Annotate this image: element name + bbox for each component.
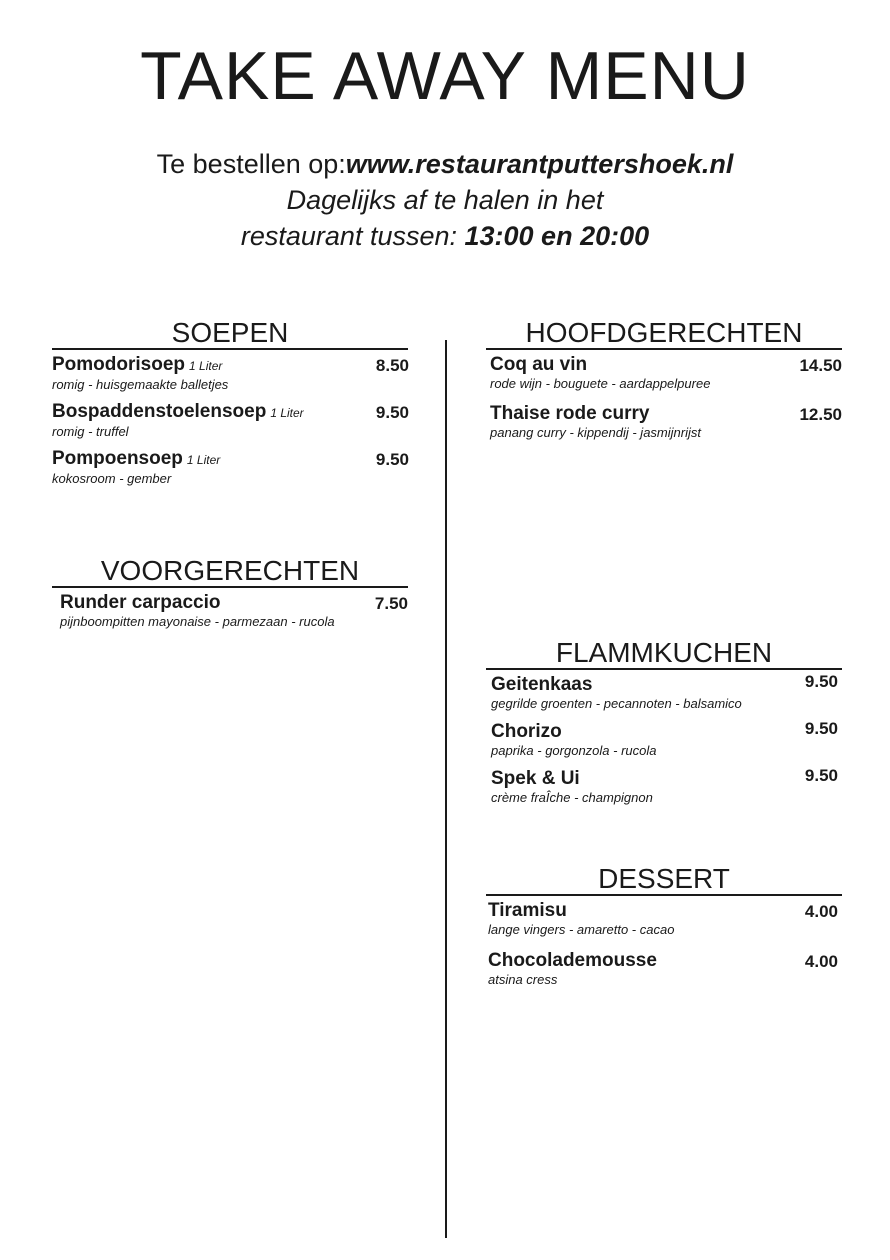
item-price: 8.50 [375, 356, 409, 375]
section-soepen [52, 318, 408, 495]
menu-item [52, 401, 408, 439]
item-name: Runder carpaccio [60, 592, 221, 613]
item-name: Chocolademousse [488, 950, 657, 971]
order-line [0, 146, 890, 182]
item-price: 4.00 [804, 902, 838, 921]
item-name: Thaise rode curry [490, 403, 650, 424]
item-price: 9.50 [804, 672, 838, 691]
item-description: rode wijn - bouguete - aardappelpuree [490, 376, 711, 391]
section-hoofdgerechten [486, 318, 842, 452]
item-description: gegrilde groenten - pecannoten - balsamico [491, 696, 742, 711]
item-price: 9.50 [804, 719, 838, 738]
item-name: Geitenkaas [491, 674, 593, 695]
item-size: 1 Liter [186, 453, 221, 467]
section-title: SOEPEN [52, 318, 408, 350]
menu-item [486, 354, 842, 391]
section-title: DESSERT [486, 864, 842, 896]
section-title: VOORGERECHTEN [52, 556, 408, 588]
menu-item [486, 403, 842, 440]
item-price: 9.50 [804, 766, 838, 785]
pickup-line-1: Dagelijks af te halen in het [286, 185, 604, 215]
item-description: atsina cress [488, 972, 558, 987]
item-description: romig - huisgemaakte balletjes [52, 377, 229, 392]
item-description: pijnboompitten mayonaise - parmezaan - rucola [60, 614, 335, 629]
item-name: Pompoensoep [52, 448, 183, 469]
item-size: 1 Liter [270, 406, 304, 420]
item-description: kokosroom - gember [52, 471, 172, 486]
section-title: HOOFDGERECHTEN [486, 318, 842, 350]
item-name: Spek & Ui [491, 768, 580, 789]
item-price: 9.50 [375, 450, 409, 469]
item-price: 7.50 [374, 594, 408, 613]
item-price: 14.50 [799, 356, 842, 375]
pickup-line-2 [0, 218, 890, 254]
section-voorgerechten [52, 556, 408, 638]
menu-item [52, 354, 408, 392]
item-price: 12.50 [799, 405, 842, 424]
section-dessert [486, 864, 842, 1000]
menu-item [486, 900, 842, 937]
menu-item [486, 721, 842, 758]
menu-item [52, 592, 408, 629]
item-name: Coq au vin [490, 354, 588, 375]
pickup-times: 13:00 en 20:00 [464, 221, 650, 251]
menu-item [486, 950, 842, 987]
item-name: Bospaddenstoelensoep [52, 401, 267, 422]
section-flammkuchen [486, 638, 842, 815]
menu-item [486, 768, 842, 805]
pickup-prefix: restaurant tussen: [240, 221, 465, 251]
order-url[interactable]: www.restaurantputtershoek.nl [345, 149, 734, 179]
item-description: panang curry - kippendij - jasmijnrijst [490, 425, 701, 440]
page-title: TAKE AWAY MENU [140, 38, 750, 114]
item-price: 9.50 [375, 403, 409, 422]
item-description: paprika - gorgonzola - rucola [491, 743, 657, 758]
item-name: Chorizo [491, 721, 562, 742]
column-divider [445, 340, 447, 1238]
menu-item [486, 674, 842, 711]
item-description: lange vingers - amaretto - cacao [488, 922, 675, 937]
item-size: 1 Liter [189, 359, 223, 373]
item-description: romig - truffel [52, 424, 129, 439]
item-price: 4.00 [804, 952, 838, 971]
section-title: FLAMMKUCHEN [486, 638, 842, 670]
item-name: Tiramisu [488, 900, 567, 921]
item-description: crème fraÎche - champignon [491, 790, 653, 805]
item-name: Pomodorisoep [52, 354, 186, 375]
menu-item [52, 448, 408, 486]
order-prefix: Te bestellen op: [156, 149, 346, 179]
